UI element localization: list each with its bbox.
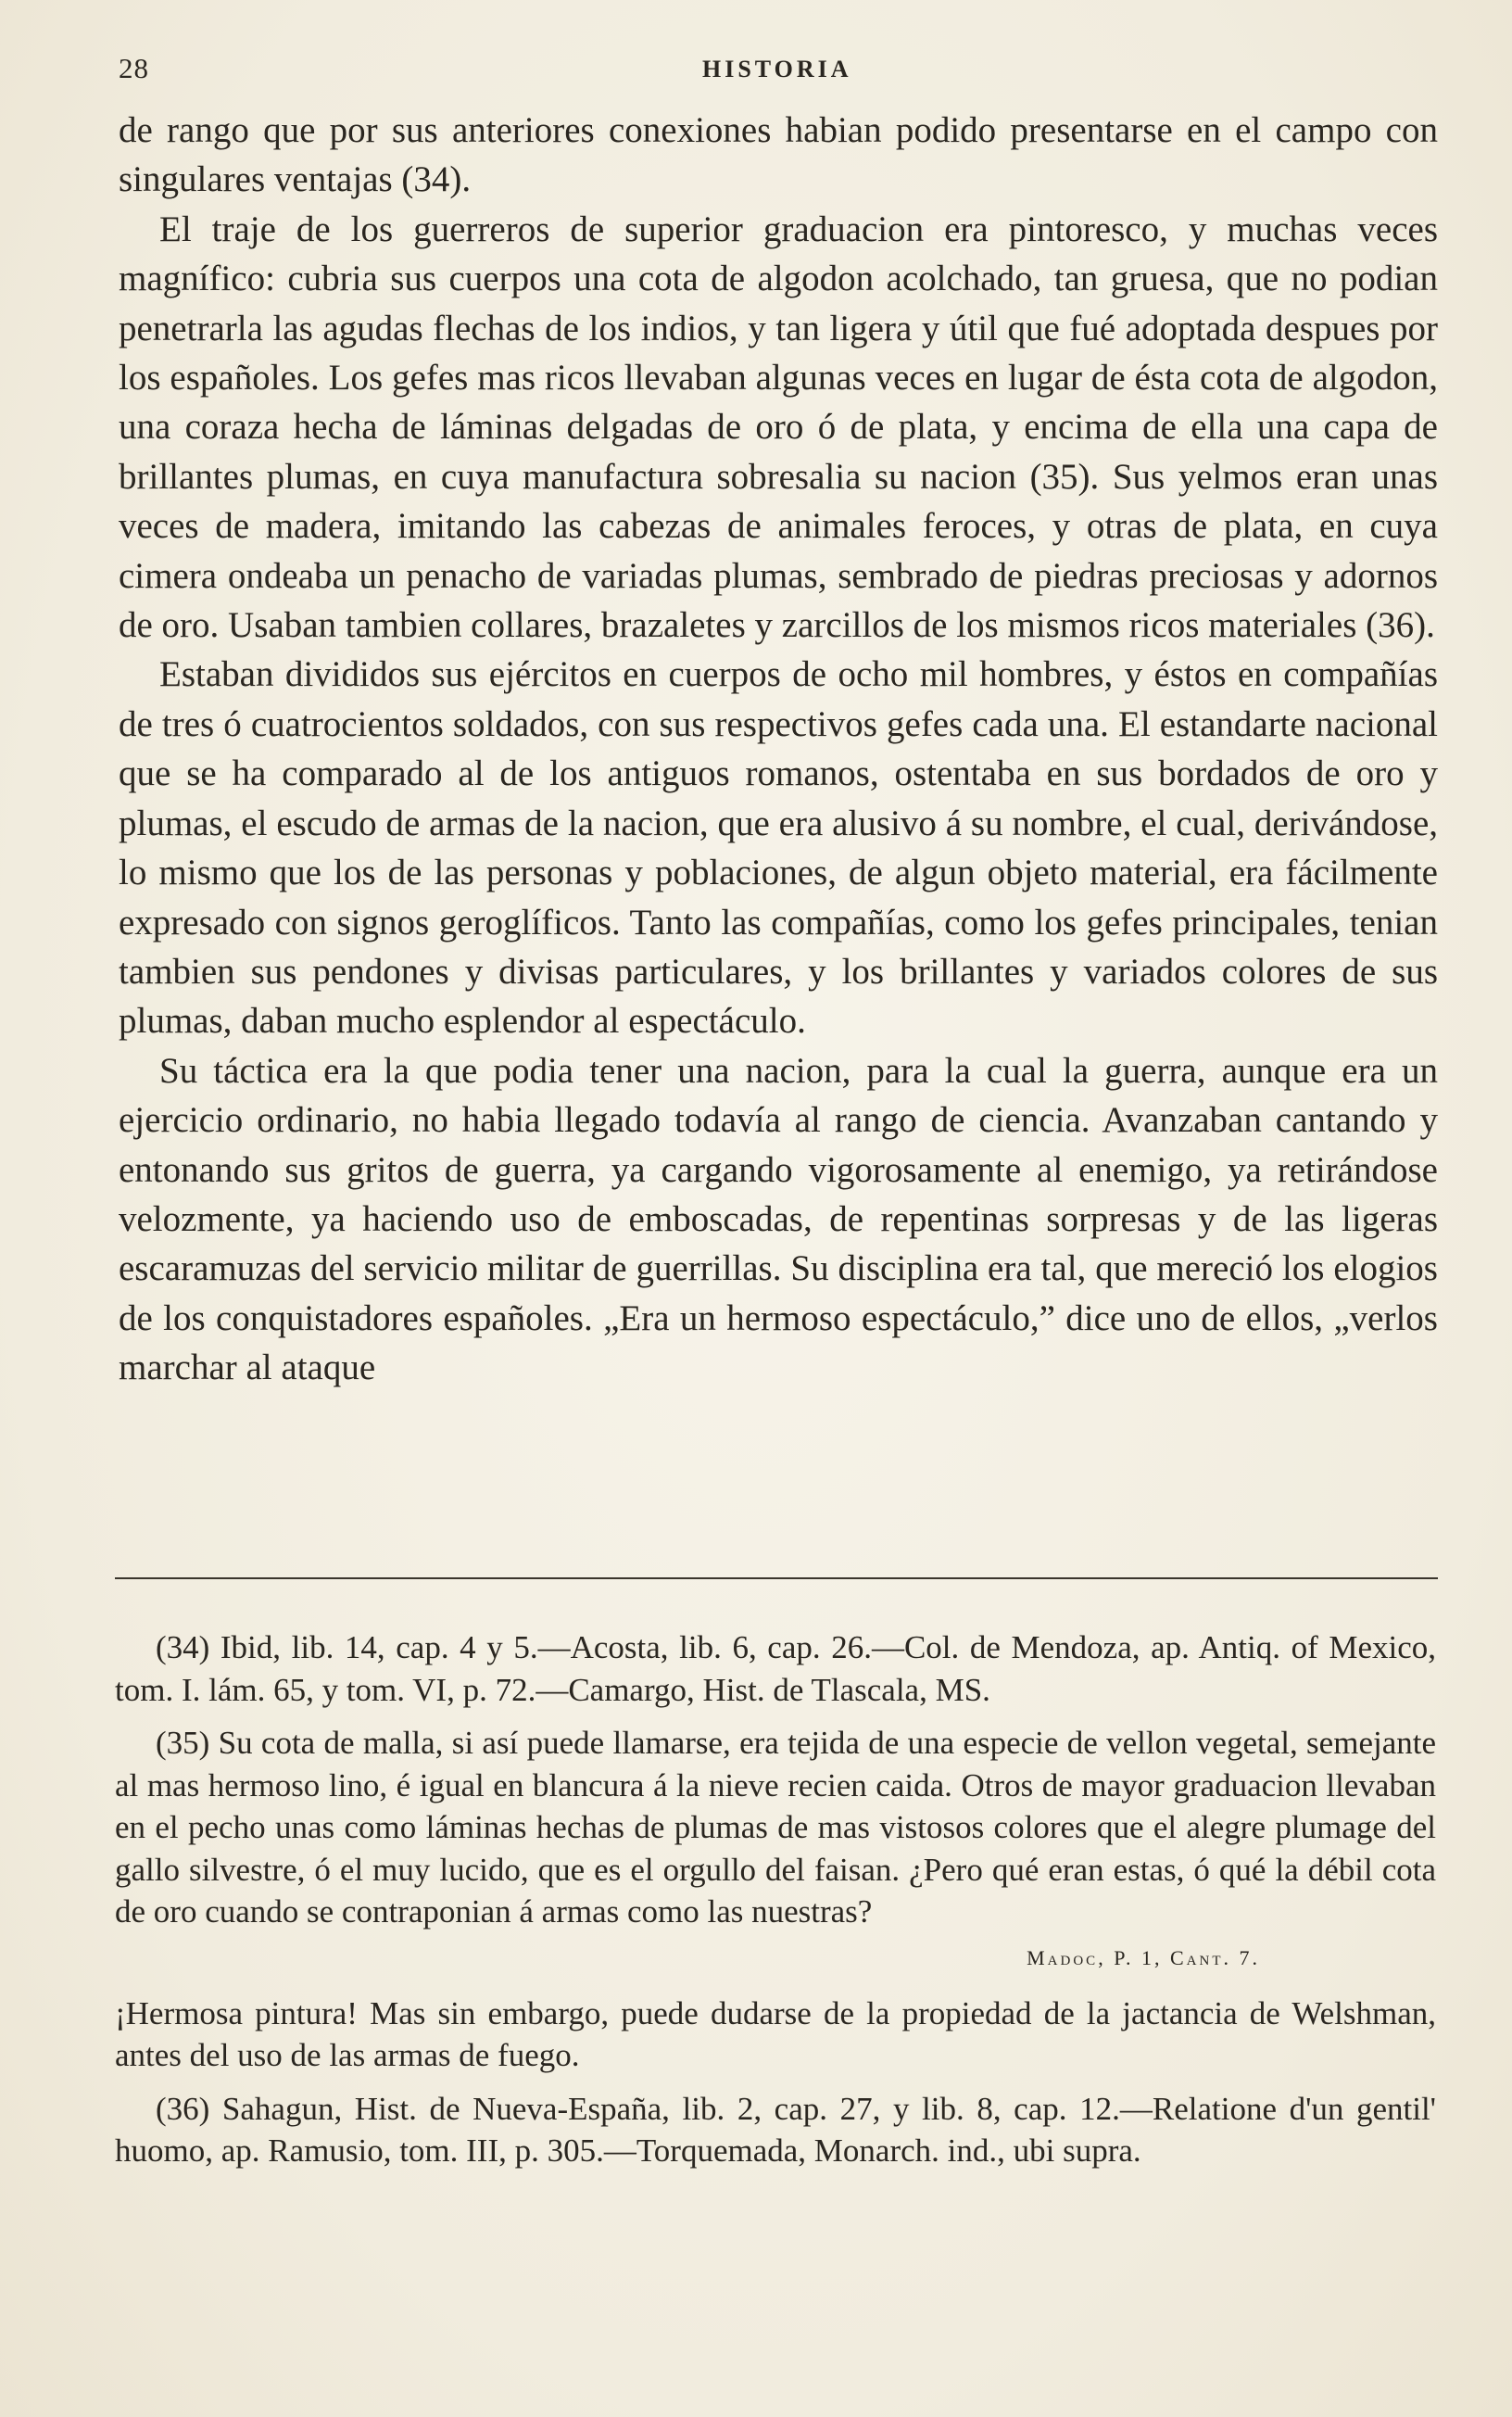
page-number: 28: [119, 52, 149, 84]
footnotes: [115, 1626, 1436, 2183]
paragraph: Estaban divididos sus ejércitos en cuerpos de ocho mil hombres, y éstos en compañías de tres ó cuatrocientos soldados, con sus respectivos gefes cada una. El estandarte nacional que se ha comparado al de los antiguos romanos, ostentaba en sus bordados de oro y plumas, el escudo de armas de la nacion, que era alusivo á su nombre, el cual, derivándose, lo mismo que los de las personas y poblaciones, de algun objeto material, era fácilmente expresado con signos geroglíficos. Tanto las compañías, como los gefes principales, tenian tambien sus pendones y divisas particulares, y los brillantes y variados colores de sus plumas, daban mucho esplendor al espectáculo.: [119, 654, 1438, 1042]
footnote-divider: [115, 1577, 1438, 1579]
footnote-comment: ¡Hermosa pintura! Mas sin embargo, puede dudarse de la propiedad de la jactancia de Welshman, antes del uso de las armas de fuego.: [115, 1994, 1436, 2073]
footnote-35: (35) Su cota de malla, si así puede llamarse, era tejida de una especie de vellon vegetal, semejante al mas hermoso lino, é igual en blancura á la nieve recien caida. Otros de mayor graduacion llevaban en el pecho unas como láminas hechas de plumas de mas vistosos colores que el alegre plumage del gallo silvestre, ó el muy lucido, que es el orgullo del faisan. ¿Pero qué eran estas, ó qué la débil cota de oro cuando se contraponian á armas como las nuestras?: [115, 1725, 1436, 1930]
paragraph: El traje de los guerreros de superior graduacion era pintoresco, y muchas veces magnífico: cubria sus cuerpos una cota de algodon acolchado, tan gruesa, que no podian penetrarla las agudas flechas de los indios, y tan ligera y útil que fué adoptada despues por los españoles. Los gefes mas ricos llevaban algunas veces en lugar de ésta cota de algodon, una coraza hecha de láminas delgadas de oro ó de plata, y encima de ella una capa de brillantes plumas, en cuya manufactura sobresalia su nacion (35). Sus yelmos eran unas veces de madera, imitando las cabezas de animales feroces, y otras de plata, en cuya cimera ondeaba un penacho de variadas plumas, sembrado de piedras preciosas y adornos de oro. Usaban tambien collares, brazaletes y zarcillos de los mismos ricos materiales (36).: [119, 209, 1438, 646]
footnote-34: (34) Ibid, lib. 14, cap. 4 y 5.—Acosta, lib. 6, cap. 26.—Col. de Mendoza, ap. Antiq. of Mexico, tom. I. lám. 65, y tom. VI, p. 72.—Camargo, Hist. de Tlascala, MS.: [115, 1629, 1436, 1708]
footnote-36: (36) Sahagun, Hist. de Nueva-España, lib. 2, cap. 27, y lib. 8, cap. 12.—Relatione d'un gentil' huomo, ap. Ramusio, tom. III, p. 305.—Torquemada, Monarch. ind., ubi supra.: [115, 2090, 1436, 2169]
running-head: HISTORIA: [702, 56, 852, 82]
paragraph: de rango que por sus anteriores conexiones habian podido presentarse en el campo con singulares ventajas (34).: [119, 110, 1438, 200]
footnote-citation: Madoc, P. 1, Cant. 7.: [1027, 1945, 1260, 1969]
main-text: [119, 106, 1438, 1393]
page-header: [119, 52, 1434, 98]
paragraph: Su táctica era la que podia tener una nacion, para la cual la guerra, aunque era un ejercicio ordinario, no habia llegado todavía al rango de ciencia. Avanzaban cantando y entonando sus gritos de guerra, ya cargando vigorosamente al enemigo, ya retirándose velozmente, ya haciendo uso de emboscadas, de repentinas sorpresas y de las ligeras escaramuzas del servicio militar de guerrillas. Su disciplina era tal, que mereció los elogios de los conquistadores españoles. „Era un hermoso espectáculo,” dice uno de ellos, „verlos marchar al ataque: [119, 1050, 1438, 1388]
